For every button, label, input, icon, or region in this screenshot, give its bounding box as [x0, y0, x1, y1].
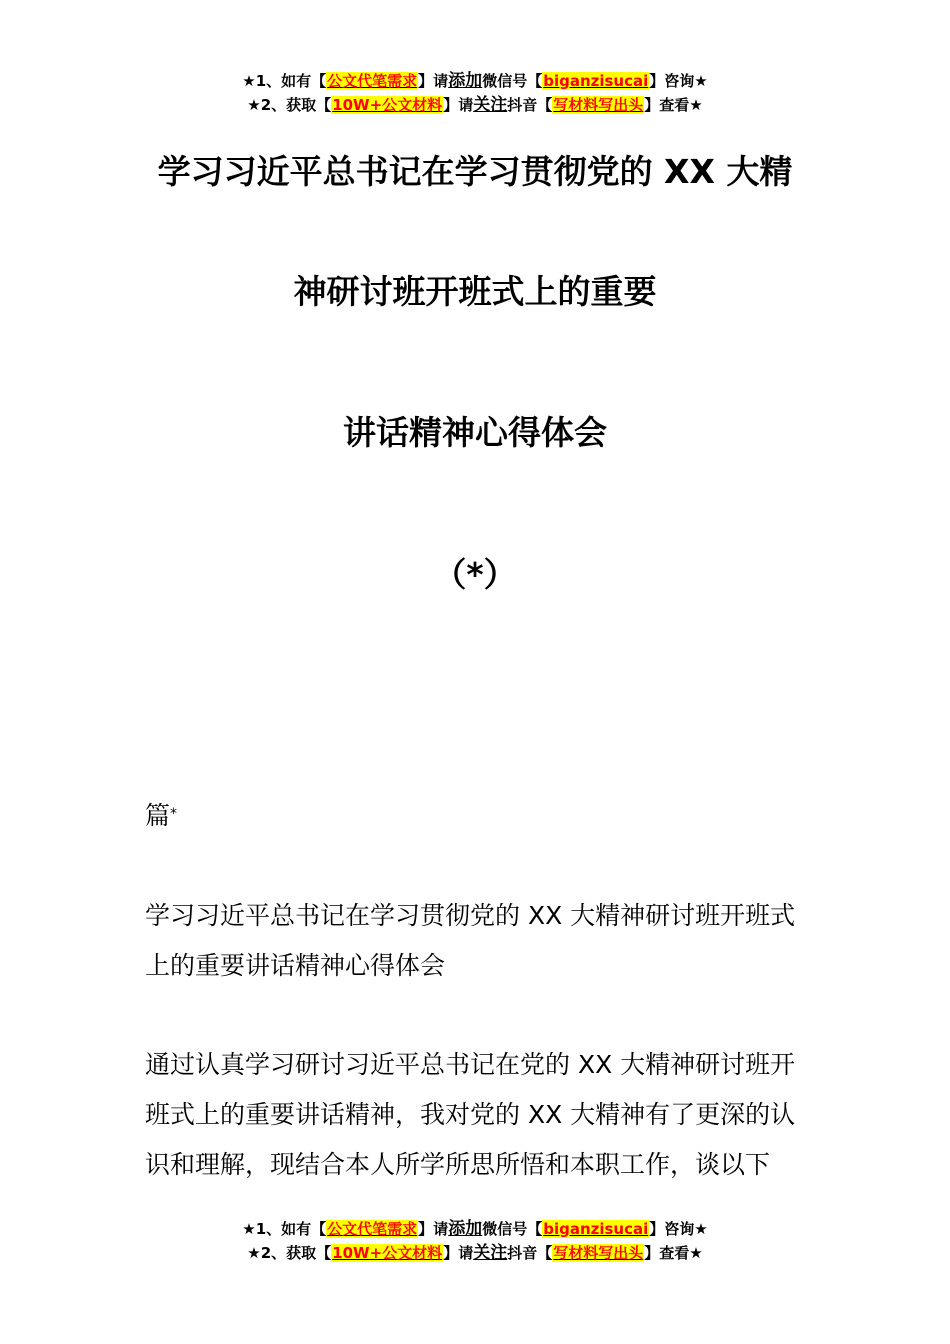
- ad-highlight: 公文代笔需求: [327, 1220, 418, 1238]
- ad-text: 】请: [418, 1220, 449, 1238]
- ad-text: 】查看★: [644, 96, 703, 114]
- ad-highlight: 公文代笔需求: [327, 72, 418, 90]
- ad-text: ★1、如有【: [242, 1220, 327, 1238]
- ad-emphasis: 关注: [473, 95, 508, 115]
- ad-line-2: [0, 1241, 950, 1265]
- ad-highlight: 10W+公文材料: [332, 1244, 443, 1262]
- ad-text: 】咨询★: [649, 1220, 708, 1238]
- ad-text: 微信号【: [482, 72, 543, 90]
- ad-text: ★2、获取【: [247, 96, 332, 114]
- ad-highlight: 10W+公文材料: [332, 96, 443, 114]
- section-label: [145, 791, 810, 841]
- ad-emphasis: 添加: [448, 71, 483, 91]
- header-ad: [0, 69, 950, 117]
- ad-highlight: biganzisucai: [543, 1220, 649, 1238]
- ad-line-1: [0, 69, 950, 93]
- ad-highlight: 写材料写出头: [553, 1244, 644, 1262]
- footer-ad: [0, 1217, 950, 1265]
- ad-text: 】请: [443, 1244, 474, 1262]
- document-title-line-3: 讲话精神心得体会: [343, 413, 607, 452]
- document-title-line-2: 神研讨班开班式上的重要: [293, 272, 657, 311]
- ad-text: 微信号【: [482, 1220, 543, 1238]
- ad-text: ★2、获取【: [247, 1244, 332, 1262]
- ad-text: ★1、如有【: [242, 72, 327, 90]
- ad-text: 抖音【: [507, 1244, 553, 1262]
- ad-text: 】查看★: [644, 1244, 703, 1262]
- ad-line-2: [0, 93, 950, 117]
- ad-emphasis: 关注: [473, 1243, 508, 1263]
- ad-highlight: 写材料写出头: [553, 96, 644, 114]
- ad-line-1: [0, 1217, 950, 1241]
- ad-text: 】咨询★: [649, 72, 708, 90]
- document-title-line-1: 学习习近平总书记在学习贯彻党的 XX 大精: [157, 152, 793, 191]
- ad-emphasis: 添加: [448, 1219, 483, 1239]
- document-title-number: （*）: [433, 555, 517, 594]
- section-label-text: 篇: [145, 801, 171, 830]
- ad-text: 】请: [418, 72, 449, 90]
- body-paragraph: 通过认真学习研讨习近平总书记在党的 XX 大精神研讨班开班式上的重要讲话精神，我对党的 XX 大精神有了更深的认识和理解，现结合本人所学所思所悟和本职工作，谈以下: [145, 1050, 796, 1179]
- section-label-mark: *: [170, 806, 178, 822]
- ad-text: 抖音【: [507, 96, 553, 114]
- section-subtitle: 学习习近平总书记在学习贯彻党的 XX 大精神研讨班开班式上的重要讲话精神心得体会: [145, 901, 796, 980]
- ad-highlight: biganzisucai: [543, 72, 649, 90]
- ad-text: 】请: [443, 96, 474, 114]
